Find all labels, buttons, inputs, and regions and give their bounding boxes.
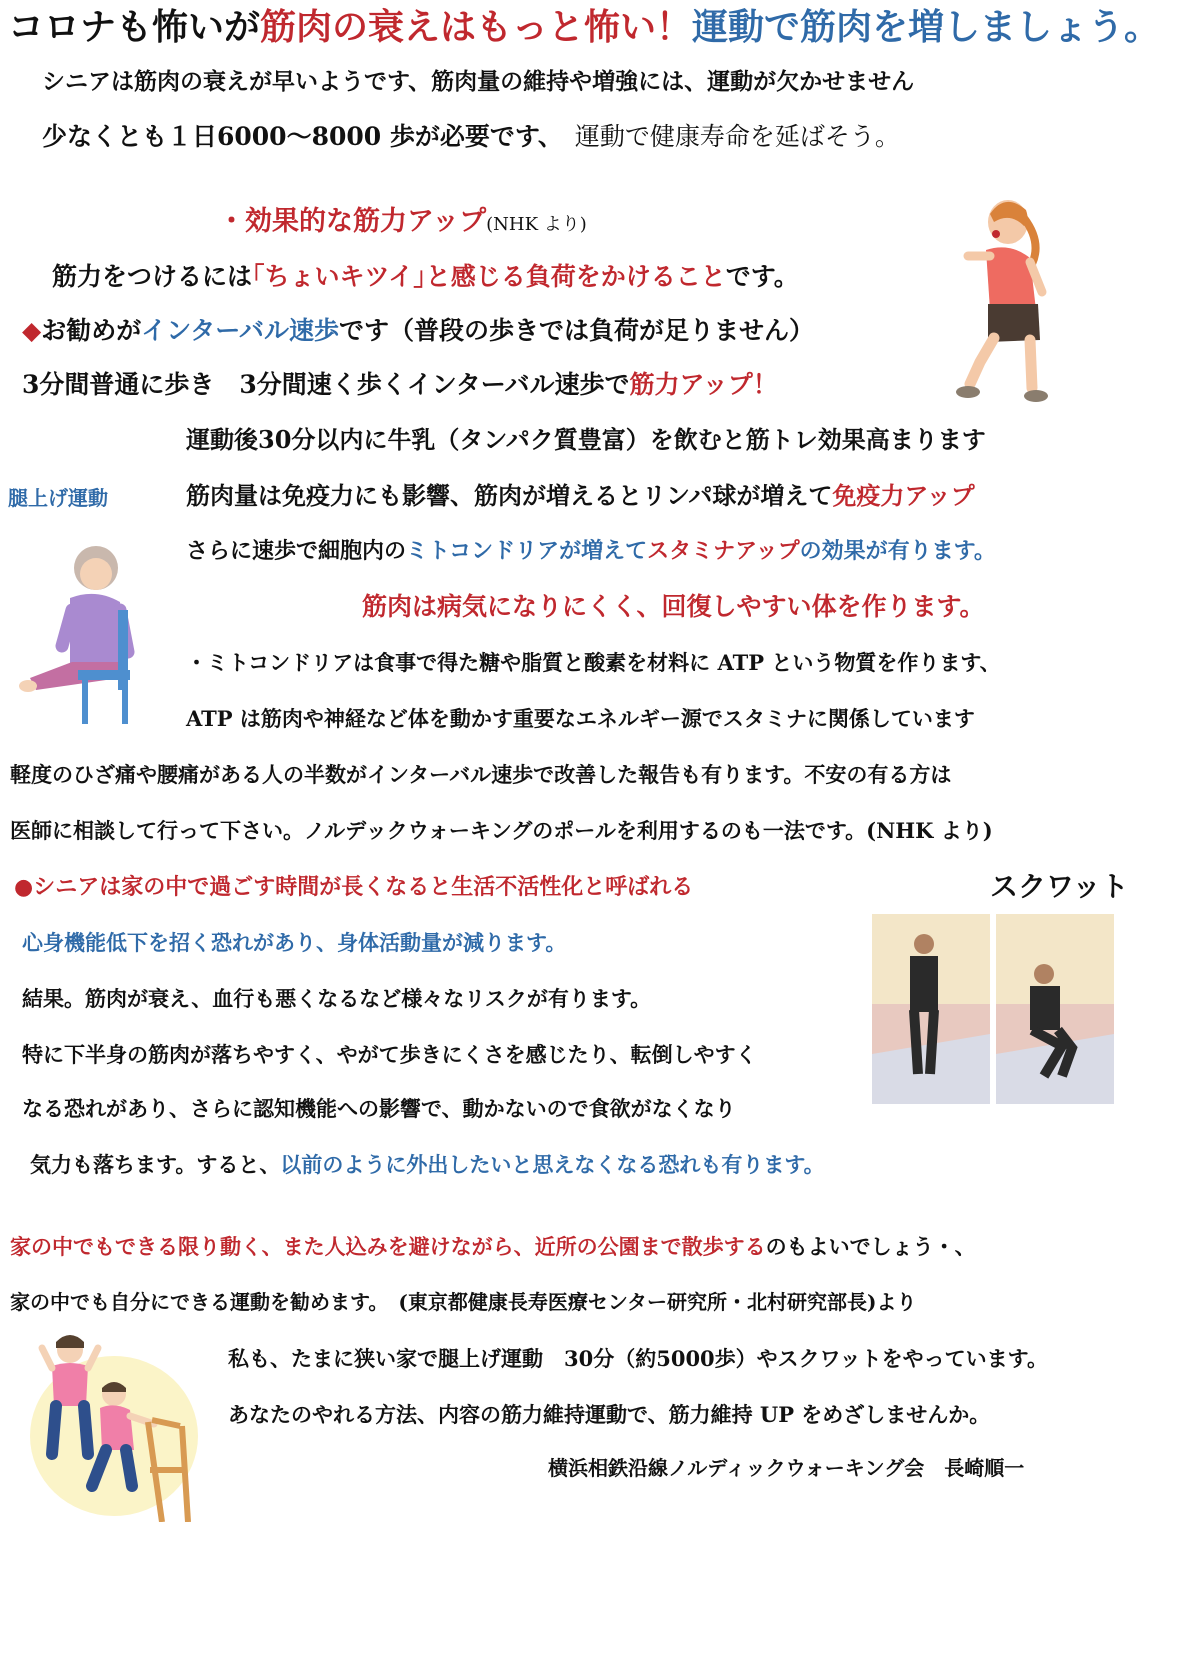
signature: 横浜相鉄沿線ノルディックウォーキング会 長崎順一 (548, 1456, 1025, 1480)
s1-line-5 (186, 482, 975, 511)
s1-line-9: ATP は筋肉や神経など体を動かす重要なエネルギー源でスタミナに関係しています (186, 706, 975, 731)
s1-l5a: 筋肉量は免疫力にも影響、筋肉が増えるとリンパ球が増えて (186, 481, 833, 510)
s2-line-3: 結果。筋肉が衰え、血行も悪くなるなど様々なリスクが有ります。 (22, 986, 652, 1011)
s2-line-2: 心身機能低下を招く恐れがあり、身体活動量が減ります。 (22, 930, 567, 955)
s1-line-7: 筋肉は病気になりにくく、回復しやすい体を作ります。 (362, 592, 985, 621)
s3-line-4: あなたのやれる方法、内容の筋力維持運動で、筋力維持 UP をめざしませんか。 (228, 1402, 991, 1427)
s1-line-3 (22, 370, 778, 400)
s1-l2b: お勧めが (41, 316, 142, 345)
diamond-bullet: ◆ (22, 316, 42, 345)
heading-source: (NHK より) (486, 214, 587, 235)
s1-l3b: 筋力アップ！ (629, 370, 778, 399)
s2-l6a: 気力も落ちます。すると、 (30, 1152, 281, 1177)
s3-l1b: のもよいでしょう・、 (765, 1234, 976, 1259)
s2-line-6 (30, 1152, 825, 1177)
s1-line-10: 軽度のひざ痛や腰痛がある人の半数がインターバル速歩で改善した報告も有ります。不安の有る方は (10, 762, 952, 787)
s1-line-2 (22, 316, 814, 346)
title-part-2: 筋肉の衰えはもっと怖い！ (260, 6, 693, 48)
s1-line-4 (186, 426, 986, 455)
title-part-1: コロナも怖いが (8, 6, 261, 48)
squat-photo (872, 914, 1114, 1104)
section1-heading (218, 206, 587, 238)
page-title (8, 6, 1160, 49)
intro-line-1: シニアは筋肉の衰えが早いようです、筋肉量の維持や増強には、運動が欠かせません (42, 68, 915, 95)
s1-l5b: 免疫力アップ (832, 481, 975, 510)
leg-raise-label: 腿上げ運動 (8, 486, 108, 510)
s2-line-4: 特に下半身の筋肉が落ちやすく、やがて歩きにくさを感じたり、転倒しやすく (22, 1042, 757, 1067)
s2-l6b: 以前のように外出したいと思えなくなる恐れも有ります。 (280, 1152, 825, 1177)
intro-line-2 (42, 122, 900, 152)
squat-label: スクワット (990, 870, 1129, 903)
s1-l6a: さらに速歩で細胞内の (186, 538, 407, 564)
s1-l3a: 3分間普通に歩き 3分間速く歩くインターバル速歩で (22, 370, 630, 399)
s2-line-5: なる恐れがあり、さらに認知機能への影響で、動かないので食欲がなくなり (22, 1096, 736, 1121)
s1-l2c: インターバル速歩 (141, 316, 340, 345)
s1-l4a: 運動後30分以内に (186, 425, 388, 454)
s3-l1a: 家の中でもできる限り動く、また人込みを避けながら、近所の公園まで散歩する (10, 1234, 766, 1259)
leg-raise-woman-illustration (8, 540, 148, 730)
s1-line-8: ・ミトコンドリアは食事で得た糖や脂質と酸素を材料に ATP という物質を作ります、 (186, 650, 1001, 675)
stepping-girl-illustration (950, 192, 1050, 410)
s1-l1c: です。 (725, 262, 799, 291)
s1-l6b: ミトコンドリアが増えて (406, 538, 648, 564)
s1-l1b: ｢ちょいキツイ｣と感じる負荷をかけること (252, 262, 726, 291)
intro-line-2b: 運動で健康寿命を延ばそう。 (574, 122, 900, 151)
exercise-women-illustration (22, 1326, 202, 1522)
s2-l1: シニアは家の中で過ごす時間が長くなると生活不活性化と呼ばれる (33, 874, 694, 900)
s1-l4c: 高まります (865, 425, 986, 454)
s1-l6c: スタミナアップ (647, 538, 800, 564)
s3-line-2: 家の中でも自分にできる運動を勧めます。 (東京都健康長寿医療センター研究所・北村研究部長)より (10, 1290, 917, 1314)
s1-l4b: 牛乳（タンパク質豊富）を飲むと筋トレ効果 (387, 425, 866, 454)
title-part-3: 運動で筋肉を増しましょう。 (692, 6, 1161, 48)
s1-l6d: の効果が有ります。 (799, 538, 996, 564)
red-dot-bullet: ● (14, 874, 34, 900)
s2-line-1 (14, 874, 693, 900)
s1-line-6 (186, 538, 996, 564)
s1-line-11: 医師に相談して行って下さい。ノルデックウォーキングのポールを利用するのも一法です。(NHK より) (10, 818, 993, 843)
s1-l1a: 筋力をつけるには (52, 262, 253, 291)
heading-text: ・効果的な筋力アップ (218, 206, 487, 237)
s3-line-3: 私も、たまに狭い家で腿上げ運動 30分（約5000歩）やスクワットをやっています。 (228, 1346, 1048, 1371)
s1-l2d: です（普段の歩きでは負荷が足りません） (339, 316, 815, 345)
s3-line-1 (10, 1234, 976, 1259)
s1-line-1 (52, 262, 799, 292)
intro-line-2a: 少なくとも１日6000～8000 歩が必要です、 (42, 122, 563, 151)
